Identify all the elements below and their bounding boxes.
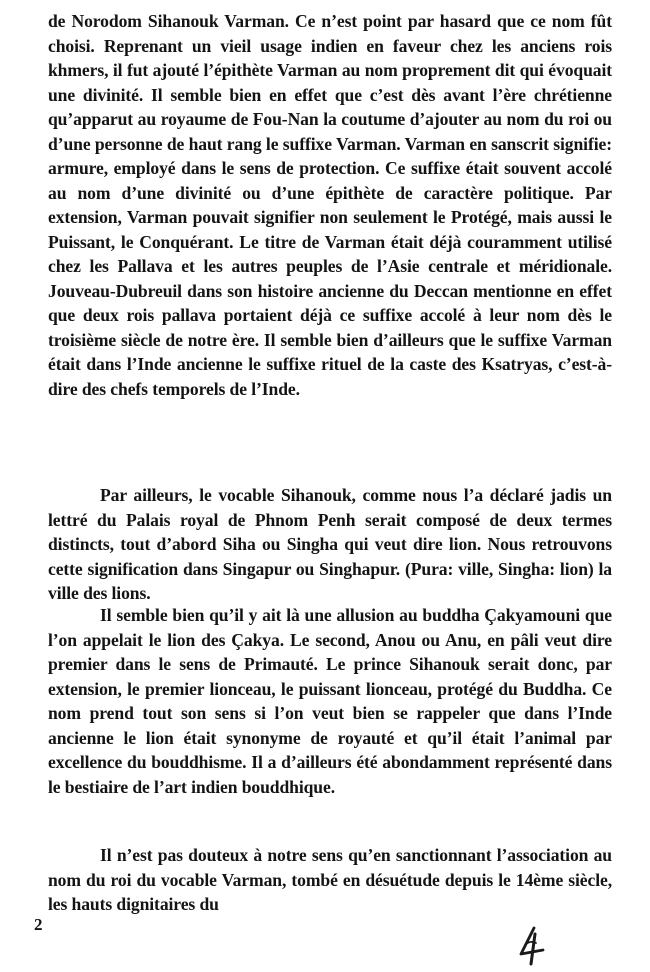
page-number: 2 [34, 915, 43, 934]
paragraph-1: de Norodom Sihanouk Varman. Ce n’est point par hasard que ce nom fût choisi. Reprenant un vieil usage indien en faveur chez les anciens rois khmers, il fut ajouté l’épithète Varman au nom proprement dit qui évoquait une divinité. Il semble bien en effet que c’est dès avant l’ère chrétienne qu’apparut au royaume de Fou-Nan la coutume d’ajouter au nom du roi ou d’une personne de haut rang le suffixe Varman. Varman en sanscrit signifie: armure, employé dans le sens de protection. Ce suffixe était souvent accolé au nom d’une divinité ou d’une épithète de caractère politique. Par extension, Varman pouvait signifier non seulement le Protégé, mais aussi le Puissant, le Conquérant. Le titre de Varman était déjà couramment utilisé chez les Pallava et les autres peuples de l’Asie centrale et méridionale. Jouveau-Dubreuil dans son histoire ancienne du Deccan mentionne en effet que deux rois pallava portaient déjà ce suffixe accolé à leur nom dès le troisième siècle de notre ère. Il semble bien d’ailleurs que le suffixe Varman était dans l’Inde ancienne le suffixe rituel de la caste des Ksatryas, c’est-à-dire des chefs temporels de l’Inde. [48, 11, 612, 399]
paragraph-2: Par ailleurs, le vocable Sihanouk, comme nous l’a déclaré jadis un lettré du Palais royal de Phnom Penh serait composé de deux termes distincts, tout d’abord Siha ou Singha qui veut dire lion. Nous retrouvons cette signification dans Singapur ou Singhapur. (Pura: ville, Singha: lion) la ville des lions. [48, 485, 612, 603]
paragraph-3: Il semble bien qu’il y ait là une allusion au buddha Çakyamouni que l’on appelait le lion des Çakya. Le second, Anou ou Anu, en pâli veut dire premier dans le sens de Primauté. Le prince Sihanouk serait donc, par extension, le premier lionceau, le puissant lionceau, protégé du Buddha. Ce nom prend tout son sens si l’on veut bien se rappeler que dans l’Inde ancienne le lion était synonyme de royauté et qu’il était l’animal par excellence du bouddhisme. Il a d’ailleurs été abondamment représenté dans le bestiaire de l’art indien bouddhique. [48, 605, 612, 797]
handwritten-mark-icon [510, 924, 554, 968]
paragraph-4: Il n’est pas douteux à notre sens qu’en sanctionnant l’association au nom du roi du vocable Varman, tombé en désuétude depuis le 14ème siècle, les hauts dignitaires du [48, 845, 612, 914]
